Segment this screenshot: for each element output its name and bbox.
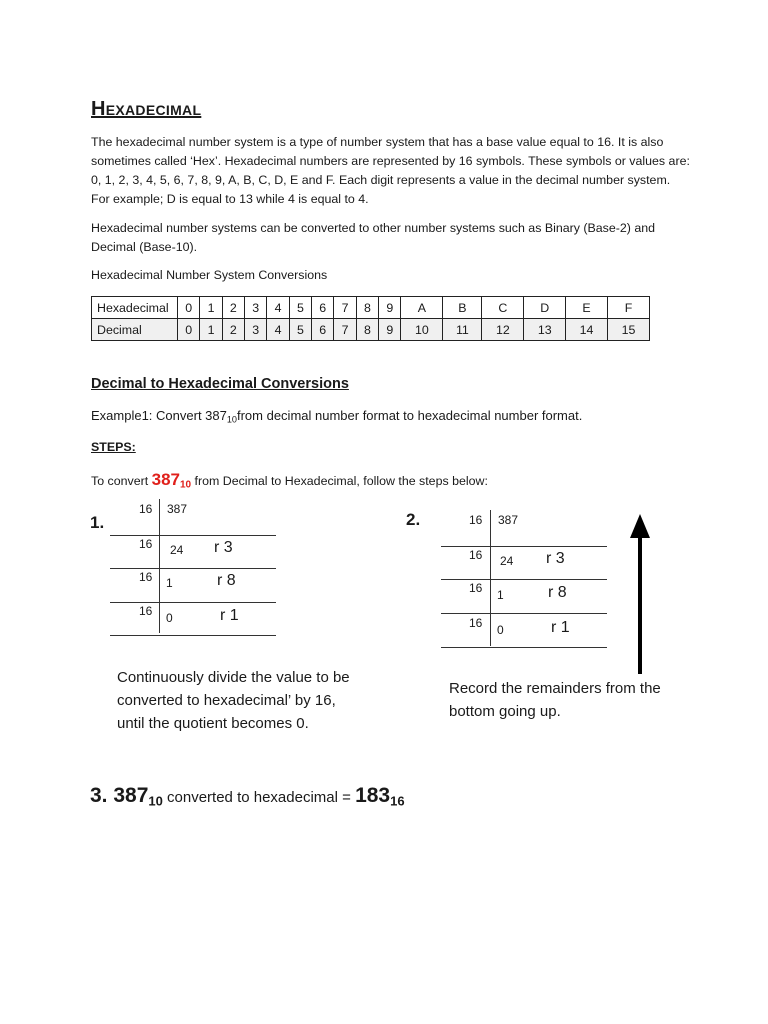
step3-answer-value: 183 [355,784,391,807]
quotient: 24 [500,554,514,568]
division-line [110,602,276,603]
division-line [441,579,607,580]
table-cell: 14 [566,319,608,341]
hex-decimal-table [91,296,650,341]
step3-answer-base: 16 [390,793,405,809]
convert-suffix: from Decimal to Hexadecimal, follow the steps below: [191,474,488,488]
division-line [441,546,607,547]
divisor: 16 [469,616,483,630]
table-cell: 2 [222,319,244,341]
remainder: r 3 [214,539,233,556]
division-line [441,647,607,648]
table-cell: 2 [222,297,244,319]
division-line [441,613,607,614]
table-cell: F [607,297,649,319]
table-cell: E [566,297,608,319]
example-base: 10 [226,414,237,425]
intro-paragraph: The hexadecimal number system is a type of number system that has a base value equal to 16. It is also sometimes called ‘Hex’. Hexadecimal numbers are represented by 16 symbols. These symbols or values are: 0, 1, 2, 3, 4, 5, 6, 7, 8, 9, A, B, C, D, E and F. Each digit represents a value in the decimal number system. For example; D is equal to 13 while 4 is equal to 4. [91,135,690,206]
table-cell: 0 [178,297,200,319]
table-cell: 8 [356,297,378,319]
table-cell: 1 [200,297,222,319]
step3-base: 10 [148,793,163,809]
convert-number-base: 10 [179,479,192,491]
table-cell: C [482,297,524,319]
convert-prefix: To convert [91,474,152,488]
step2-label: 2. [406,510,421,529]
conversion-note: Hexadecimal number systems can be converted to other number systems such as Binary (Base-2) and Decimal (Base-10). [91,221,656,254]
table-cell: A [401,297,443,319]
quotient: 0 [166,611,173,625]
table-cell: 1 [200,319,222,341]
divisor: 16 [139,502,153,516]
step2-caption: Record the remainders from the bottom going up. [449,680,661,720]
hex-row [92,297,650,319]
division-vertical-line [490,510,491,646]
page-title: Hexadecimal [91,98,202,120]
dividend: 387 [498,513,519,527]
quotient: 0 [497,623,504,637]
table-cell: 6 [312,319,334,341]
steps-label: STEPS: [91,440,136,454]
table-cell: 4 [267,319,289,341]
table-cell: 11 [443,319,482,341]
table-cell: 9 [379,297,401,319]
table-cell: 13 [524,319,566,341]
convert-number-value: 387 [151,470,180,489]
quotient: 1 [497,588,504,602]
divisor: 16 [139,570,153,584]
example-suffix: from decimal number format to hexadecimal number format. [236,408,583,423]
division-vertical-line [159,499,160,633]
remainder: r 1 [551,619,570,636]
table-cell: 3 [245,297,267,319]
section-heading: Decimal to Hexadecimal Conversions [91,376,349,392]
remainder: r 1 [220,607,239,624]
table-cell: 4 [267,297,289,319]
step3-middle: converted to hexadecimal = [162,789,356,806]
table-cell: B [443,297,482,319]
divisor: 16 [469,581,483,595]
step3-label-text: 3. 387 [90,784,149,807]
dividend: 387 [167,502,188,516]
table-cell: 9 [379,319,401,341]
divisor: 16 [139,537,153,551]
table-cell: 0 [178,319,200,341]
division-line [110,535,276,536]
step1-caption: Continuously divide the value to be converted to hexadecimal’ by 16, until the quotient becomes 0. [117,669,350,732]
table-cell: 3 [245,319,267,341]
step1-label: 1. [90,513,105,532]
table-cell: 6 [312,297,334,319]
table-cell: 5 [289,319,311,341]
remainder: r 8 [548,584,567,601]
division-line [110,568,276,569]
row-label: Hexadecimal [92,297,178,319]
table-cell: 5 [289,297,311,319]
example-line [91,408,582,424]
table-cell: 7 [334,319,356,341]
table-caption: Hexadecimal Number System Conversions [91,268,328,282]
divisor: 16 [139,604,153,618]
remainder: r 8 [217,572,236,589]
table-cell: 7 [334,297,356,319]
table-cell: 10 [401,319,443,341]
quotient: 1 [166,576,173,590]
step3-answer [355,784,405,807]
convert-number [152,470,192,489]
example-prefix: Example1: Convert 387 [91,408,227,423]
remainder: r 3 [546,550,565,567]
table-cell: 12 [482,319,524,341]
divisor: 16 [469,548,483,562]
decimal-row [92,319,650,341]
divisor: 16 [469,513,483,527]
row-label: Decimal [92,319,178,341]
division-line [110,635,276,636]
quotient: 24 [170,543,184,557]
table-cell: D [524,297,566,319]
convert-line [91,470,488,491]
result-line [90,784,405,808]
table-cell: 15 [607,319,649,341]
step3-label [90,784,163,807]
table-cell: 8 [356,319,378,341]
arrow-up-icon [627,512,653,675]
